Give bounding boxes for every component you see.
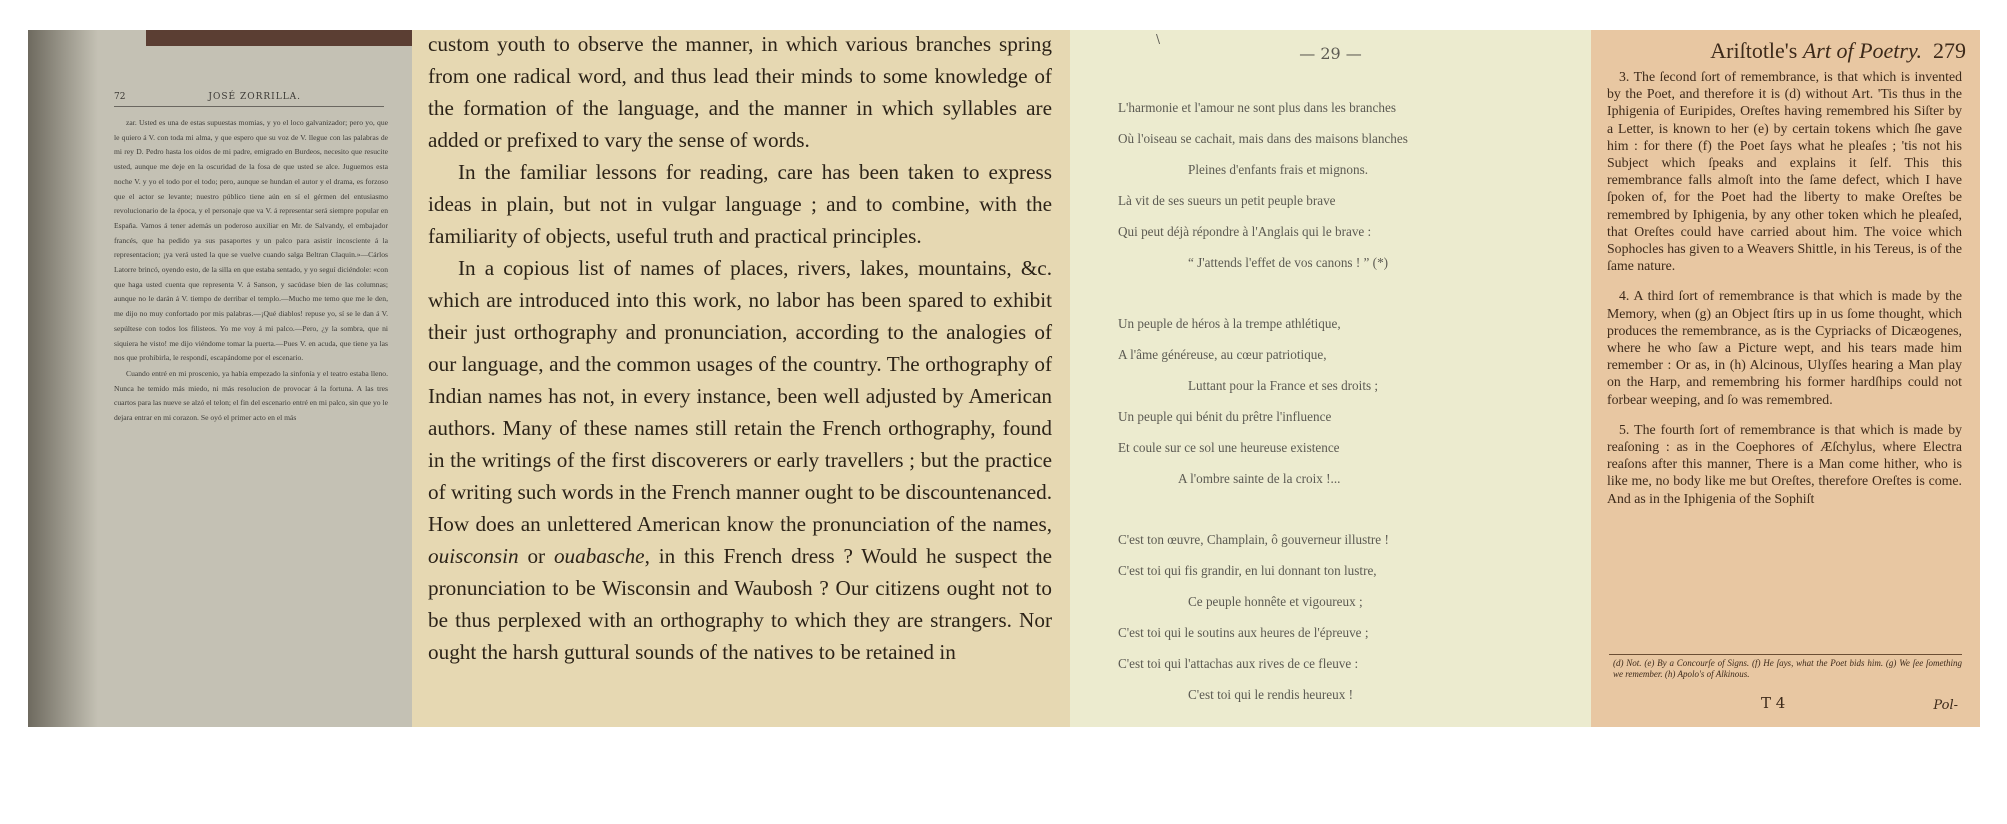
body-text (114, 116, 388, 426)
italic-word: ouabasche (553, 544, 645, 568)
poem-line: Où l'oiseau se cachait, mais dans des maisons blanches (1118, 131, 1408, 146)
stray-mark: \ (1156, 32, 1161, 46)
body-text (1607, 68, 1962, 520)
paragraph: 5. The fourth ſort of remembrance is that which is made by reaſoning : as in the Coephores of Æſchylus, where Electra reaſons after this manner, There is a Man come hither, who is like me, no body like me but Oreſtes, therefore Oreſtes is come. And as in the Iphigenia of the Sophiſt (1607, 421, 1962, 506)
poem-line: Et coule sur ce sol une heureuse existence (1118, 440, 1340, 455)
poem-line: “ J'attends l'effet de vos canons ! ” (*) (1188, 255, 1389, 270)
paragraph-text: In a copious list of names of places, rivers, lakes, mountains, &c. which are introduced into this work, no labor has been spared to exhibit their just orthography and pronunciation, according to the analogies of our language, and the common usages of the country. The orthography of Indian names has not, in every instance, been well adjusted by American authors. Many of these names still retain the French orthography, found in the writings of the first discoverers or early travellers ; but the practice of writing such words in the French manner ought to be discountenanced. How does an unlettered American know the pronunciation of the names, (428, 256, 1052, 536)
page-scan-zorrilla (28, 30, 412, 727)
poem-line: L'harmonie et l'amour ne sont plus dans les branches (1118, 100, 1396, 115)
paragraph-tail: , in this French dress ? Would he suspect the pronunciation to be Wisconsin and Waubosh ? Our citizens ought not to be thus perplexed with an orthography to which they are strangers. Nor ought the harsh guttural sounds of the natives to be retained in (428, 544, 1053, 664)
poem-line: Là vit de ses sueurs un petit peuple brave (1118, 193, 1336, 208)
poem-line: Ce peuple honnête et vigoureux ; (1188, 594, 1363, 609)
poem (1118, 92, 1571, 710)
page-number: — 29 — (1299, 44, 1362, 63)
poem-line: C'est toi qui l'attachas aux rives de ce fleuve : (1118, 656, 1359, 671)
stanza-break (1118, 278, 1571, 308)
stanza-break (1118, 494, 1571, 524)
running-head: JOSÉ ZORRILLA. (208, 92, 302, 102)
paragraph: 4. A third ſort of remembrance is that which is made by the Memory, when (g) an Object ſtirs up in us ſome thought, which produces the remembrance, as is the Cypriacks of Dicæogenes, where he who ſaw a Picture wept, and his tears made him remember : Or as, in (h) Alcinous, Ulyſſes hearing a Man play on the Harp, and remembring his former hardſhips could not forbear weeping, and ſo was remembred. (1607, 288, 1962, 407)
poem-line: Un peuple de héros à la trempe athlétique, (1118, 316, 1341, 331)
page-number: 279 (1933, 38, 1966, 63)
page-scan-aristotle (1591, 30, 1980, 727)
poem-line: Qui peut déjà répondre à l'Anglais qui le brave : (1118, 224, 1372, 239)
body-text (428, 30, 1052, 668)
poem-line: A l'âme généreuse, au cœur patriotique, (1118, 347, 1327, 362)
paragraph: 3. The ſecond ſort of remembrance, is that which is invented by the Poet, and therefore it is (d) without Art. 'Tis thus in the Iphigenia of Euripides, Oreſtes having remembred his Siſter by a Letter, is known to her (e) by certain tokens which ſhe gave him : for there (f) the Poet ſays what he pleaſes ; 'tis not his Subject which ſpeaks and explains it ſelf. This this remembrance falls almoſt into the ſame defect, which I have ſpoken of, for the Poet had the liberty to make Oreſtes be remembred by Iphigenia, by any other token which he pleaſed, that Oreſtes could have carried about him. The voice which Sophocles has given to a Weavers Shittle, in his Tereus, is of the ſame nature. (1607, 69, 1962, 274)
page-scan-poem (1070, 30, 1591, 727)
poem-line: Un peuple qui bénit du prêtre l'influence (1118, 409, 1332, 424)
paragraph: Cuando entré en mi proscenio, ya había empezado la sinfonía y el teatro estaba lleno. Nunca he temido más miedo, ni más resolucion de provocar á la fortuna. A las tres cuartos para las nueve se alzó el telon; el fin del escenario entré en mi palco, sin que yo le dejara entrar en mi corazon. Se oyó el primer acto en el más (114, 368, 388, 423)
page-scan-preface (412, 30, 1070, 727)
signature-mark: T 4 (1761, 694, 1786, 712)
paragraph: zar. Usted es una de estas supuestas momias, y yo el loco galvanizador; pero yo, que le quiero á V. con toda mi alma, y que espero que su voz de V. llegue con las palabras de mi rey D. Pedro hasta los oidos de mi padre, emigrado en Burdeos, necesito que resucite usted, aunque me deje en la oscuridad de la fosa de que usted se alce. Juguemos esta noche V. y yo el todo por el todo; pero, aunque se hundan el autor y el drama, es forzoso que el actor se levante; nuestro público tiene aún en sí el gérmen del entusiasmo revolucionario de la época, y el personaje que va V. á representar será siempre popular en España. Vamos á tener además un poderoso auxiliar en Mr. de Salvandy, el embajador francés, que ha pedido ya sus pasaportes y un palco para asistir incosciente á la representacion; ¡ya verá usted la que se vuelve cuando salga Beltran Claquin.»—Cárlos Latorre brincó, oyendo esto, de la silla en que estaba sentado, y yo seguí diciéndole: «con que haga usted cuenta que representa V. á Sanson, y sacúdase bien de las columnas; aunque no le darán á V. tiempo de derribar el templo.—Mucho me temo que me le den, me dijo no muy confortado por mis palabras.—¡Qué diablos! repuse yo, sí se le dan á V. sepúltese con todos los filisteos. Yo me voy á mi palco.—Pero, ¿y la sombra, que ni siquiera he visto! me dijo viéndome tomar la puerta.—Pues V. en acuda, que tiene ya las nos que prohibirla, le respondí, escapándome por el escenario. (114, 118, 388, 363)
running-head: Ariſtotle's (1710, 38, 1803, 63)
italic-word: ouisconsin (428, 544, 519, 568)
page-header (114, 92, 384, 107)
catchword: Pol- (1933, 698, 1958, 713)
paragraph: In the familiar lessons for reading, care has been taken to express ideas in plain, but not in vulgar language ; and to combine, with the familiarity of objects, useful truth and practical principles. (428, 160, 1052, 248)
connector: or (518, 544, 554, 568)
paragraph: custom youth to observe the manner, in which various branches spring from one radical word, and thus lead their minds to some knowledge of the formation of the language, and the manner in which syllables are added or prefixed to vary the sense of words. (428, 32, 1052, 152)
page-edge-band (146, 30, 412, 46)
footnote-rule (1609, 654, 1962, 655)
page-number: 72 (114, 92, 126, 102)
paragraph (428, 252, 1052, 668)
running-head-italic: Art of Poetry. (1802, 38, 1922, 63)
poem-line: C'est ton œuvre, Champlain, ô gouverneur illustre ! (1118, 532, 1389, 547)
binding-shadow (28, 30, 98, 727)
footnotes: (d) Not. (e) By a Concourſe of Signs. (f) He ſays, what the Poet bids him. (g) We ſee ſomething we remember. (h) Apolo's of Alkinous. (1613, 658, 1962, 679)
poem-line: C'est toi qui le soutins aux heures de l'épreuve ; (1118, 625, 1369, 640)
poem-line: A l'ombre sainte de la croix !... (1178, 471, 1341, 486)
poem-line: Pleines d'enfants frais et mignons. (1188, 162, 1369, 177)
poem-line: C'est toi qui fis grandir, en lui donnant ton lustre, (1118, 563, 1377, 578)
poem-line: Luttant pour la France et ses droits ; (1188, 378, 1379, 393)
poem-line: C'est toi qui le rendis heureux ! (1188, 687, 1353, 702)
page-header (1591, 38, 1966, 64)
